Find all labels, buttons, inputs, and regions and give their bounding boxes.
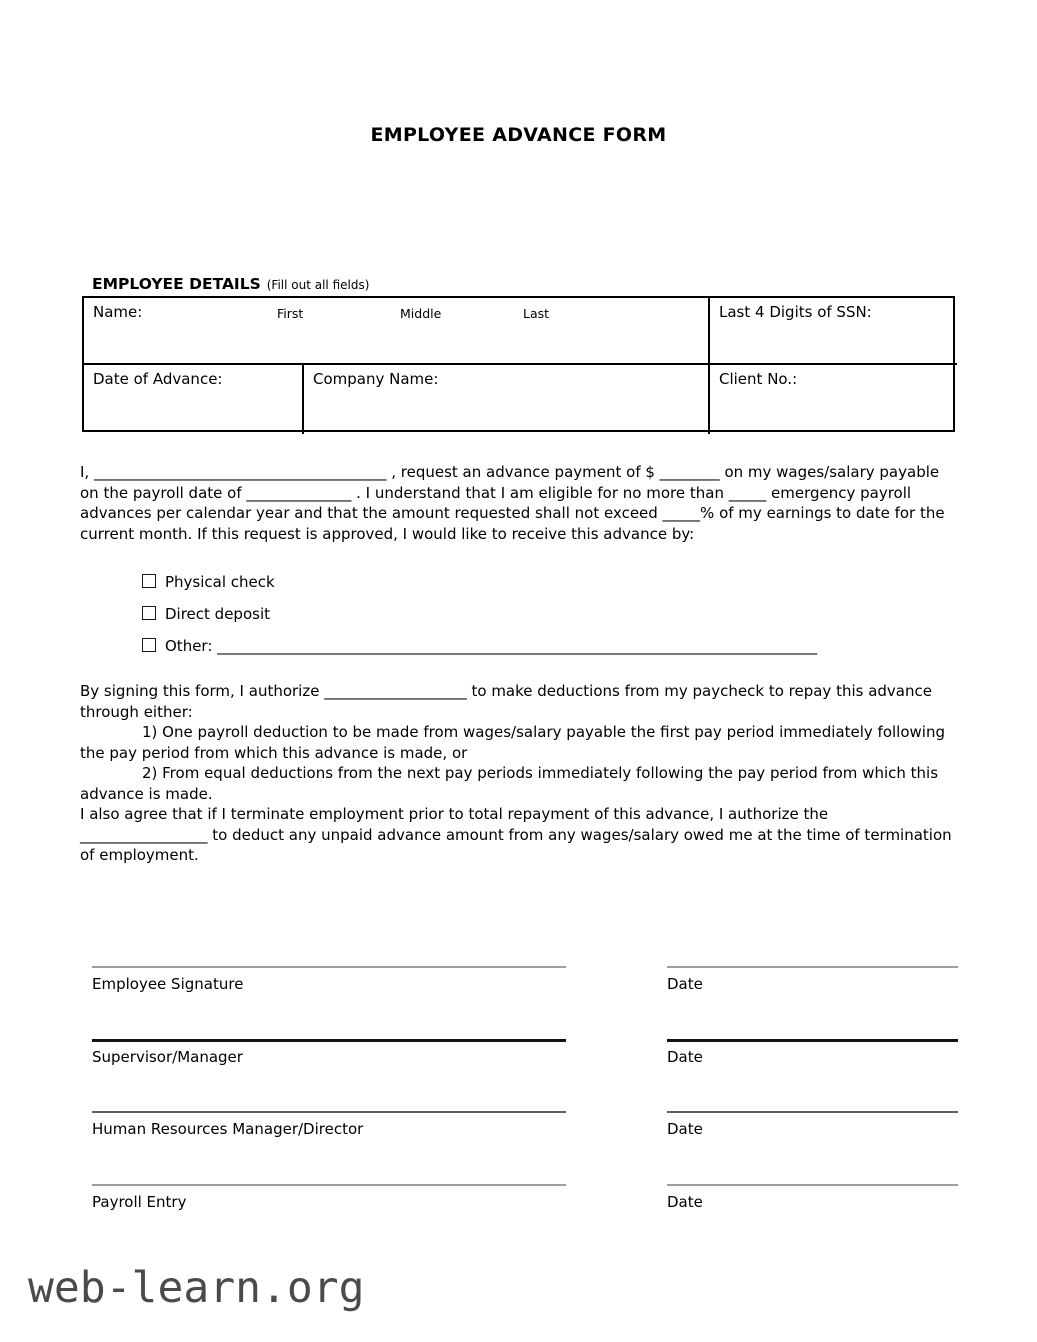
name-middle-sublabel: Middle [400, 306, 442, 321]
hr-manager-date-label: Date [667, 1120, 703, 1138]
paragraph-line: through either: [80, 702, 193, 721]
client-no-field-cell[interactable] [710, 365, 957, 434]
payroll-entry-date-line[interactable] [667, 1184, 958, 1186]
option-other-label: Other: [165, 637, 213, 655]
option-direct-deposit[interactable] [142, 605, 817, 637]
paragraph-line: current month. If this request is approved, I would like to receive this advance by: [80, 524, 695, 543]
paragraph-line: By signing this form, I authorize ___________________ to make deductions from my paycheck to repay this advance [80, 682, 932, 700]
direct-deposit-checkbox-icon[interactable] [142, 606, 156, 620]
employee-signature-label: Employee Signature [92, 975, 244, 993]
signature-row-employee [0, 966, 1037, 1026]
name-first-sublabel: First [277, 306, 304, 321]
option-other[interactable] [142, 637, 817, 669]
paragraph-line: on the payroll date of ______________ . I understand that I am eligible for no more than _____ emergency payroll [80, 483, 912, 502]
option-other-blank-line[interactable]: ________________________________________________________________________________ [212, 637, 818, 655]
employee-signature-line[interactable] [92, 966, 566, 968]
other-checkbox-icon[interactable] [142, 638, 156, 652]
hr-manager-date-line[interactable] [667, 1111, 958, 1113]
name-last-sublabel: Last [523, 306, 550, 321]
supervisor-label: Supervisor/Manager [92, 1048, 243, 1066]
company-name-field-cell[interactable] [304, 365, 710, 434]
option-physical-check-label: Physical check [165, 573, 275, 591]
payment-method-options [142, 573, 817, 669]
company-name-label: Company Name: [313, 370, 439, 388]
watermark: web-learn.org [28, 1263, 365, 1313]
signature-row-supervisor [0, 1039, 1037, 1099]
client-no-label: Client No.: [719, 370, 798, 388]
signature-row-hr-manager [0, 1111, 1037, 1171]
option-physical-check[interactable] [142, 573, 817, 605]
paragraph-line: 2) From equal deductions from the next pay periods immediately following the pay period from which this [80, 764, 939, 782]
option-direct-deposit-label: Direct deposit [165, 605, 270, 623]
employee-details-heading-text: EMPLOYEE DETAILS [92, 275, 261, 293]
paragraph-line: _________________ to deduct any unpaid advance amount from any wages/salary owed me at the time of termination [80, 825, 952, 844]
name-field-cell[interactable] [84, 298, 710, 365]
ssn-label: Last 4 Digits of SSN: [719, 303, 872, 321]
signature-row-payroll-entry [0, 1184, 1037, 1244]
payroll-entry-signature-line[interactable] [92, 1184, 566, 1186]
hr-manager-label: Human Resources Manager/Director [92, 1120, 364, 1138]
paragraph-line: advances per calendar year and that the amount requested shall not exceed _____% of my earnings to date for the [80, 504, 945, 522]
form-title: EMPLOYEE ADVANCE FORM [370, 124, 667, 146]
employee-details-table [82, 296, 955, 432]
date-of-advance-label: Date of Advance: [93, 370, 223, 388]
supervisor-date-label: Date [667, 1048, 703, 1066]
hr-manager-signature-line[interactable] [92, 1111, 566, 1113]
date-of-advance-field-cell[interactable] [84, 365, 304, 434]
paragraph-line: 1) One payroll deduction to be made from wages/salary payable the first pay period immediately following [80, 723, 945, 741]
paragraph-line: I also agree that if I terminate employment prior to total repayment of this advance, I authorize the [80, 805, 829, 823]
ssn-field-cell[interactable] [710, 298, 957, 365]
paragraph-line: the pay period from which this advance is made, or [80, 743, 468, 762]
physical-check-checkbox-icon[interactable] [142, 574, 156, 588]
supervisor-signature-line[interactable] [92, 1039, 566, 1042]
name-label: Name: [93, 303, 143, 321]
request-paragraph [80, 462, 980, 544]
paragraph-line: advance is made. [80, 784, 213, 803]
paragraph-line: of employment. [80, 846, 199, 864]
payroll-entry-label: Payroll Entry [92, 1193, 187, 1211]
employee-date-label: Date [667, 975, 703, 993]
authorization-paragraph [80, 681, 980, 866]
employee-details-heading-note: (Fill out all fields) [266, 278, 370, 292]
employee-details-heading [92, 274, 369, 293]
supervisor-date-line[interactable] [667, 1039, 958, 1042]
payroll-entry-date-label: Date [667, 1193, 703, 1211]
employee-date-line[interactable] [667, 966, 958, 968]
paragraph-line: I, _______________________________________ , request an advance payment of $ ________ on my wages/salary payable [80, 463, 940, 481]
